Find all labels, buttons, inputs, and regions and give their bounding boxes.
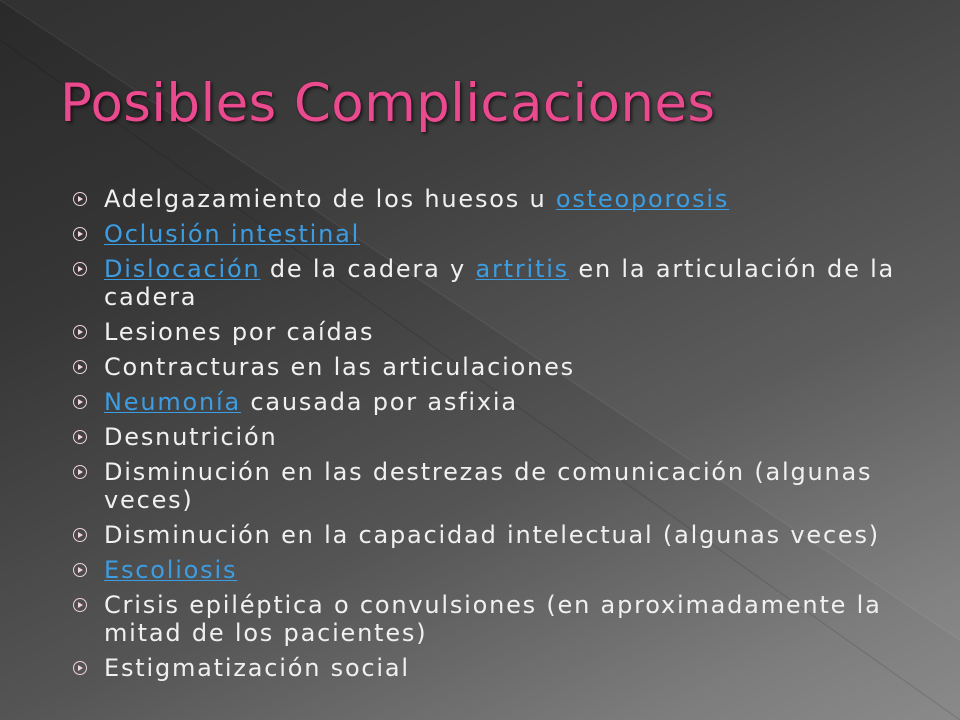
list-item [72, 423, 930, 451]
list-item [72, 556, 930, 584]
item-text: Disminución en la capacidad intelectual (algunas veces) [104, 521, 880, 549]
link-escoliosis[interactable]: Escoliosis [104, 556, 238, 584]
bullet-list [72, 185, 930, 689]
link-osteoporosis[interactable]: osteoporosis [555, 185, 730, 213]
link-dislocacion[interactable]: Dislocación [104, 255, 261, 283]
item-text: Contracturas en las articulaciones [104, 353, 575, 381]
list-item [72, 318, 930, 346]
bullet-icon [73, 227, 87, 241]
bullet-icon [73, 395, 87, 409]
list-item [72, 220, 930, 248]
item-text: Adelgazamiento de los huesos u [104, 185, 556, 213]
item-text: Disminución en las destrezas de comunicación (algunas veces) [104, 458, 873, 514]
link-oclusion-intestinal[interactable]: Oclusión intestinal [104, 220, 361, 248]
bullet-icon [73, 465, 87, 479]
list-item [72, 654, 930, 682]
item-text: Desnutrición [104, 423, 278, 451]
link-artritis[interactable]: artritis [475, 255, 569, 283]
item-text: causada por asfixia [240, 388, 518, 416]
bullet-icon [73, 661, 87, 675]
bullet-icon [73, 192, 87, 206]
item-text: Lesiones por caídas [104, 318, 375, 346]
list-item [72, 255, 930, 311]
item-text: de la cadera y [260, 255, 476, 283]
bullet-icon [73, 563, 87, 577]
item-text: en la articulación de la cadera [104, 255, 896, 311]
item-text: Crisis epiléptica o convulsiones (en aproximadamente la mitad de los pacientes) [104, 591, 882, 647]
list-item [72, 353, 930, 381]
bullet-icon [73, 430, 87, 444]
list-item [72, 388, 930, 416]
list-item [72, 185, 930, 213]
list-item [72, 521, 930, 549]
bullet-icon [73, 528, 87, 542]
list-item [72, 591, 930, 647]
bullet-icon [73, 262, 87, 276]
slide-title: Posibles Complicaciones [60, 73, 716, 134]
bullet-icon [73, 325, 87, 339]
bullet-icon [73, 598, 87, 612]
list-item [72, 458, 930, 514]
link-neumonia[interactable]: Neumonía [104, 388, 241, 416]
bullet-icon [73, 360, 87, 374]
item-text: Estigmatización social [104, 654, 410, 682]
